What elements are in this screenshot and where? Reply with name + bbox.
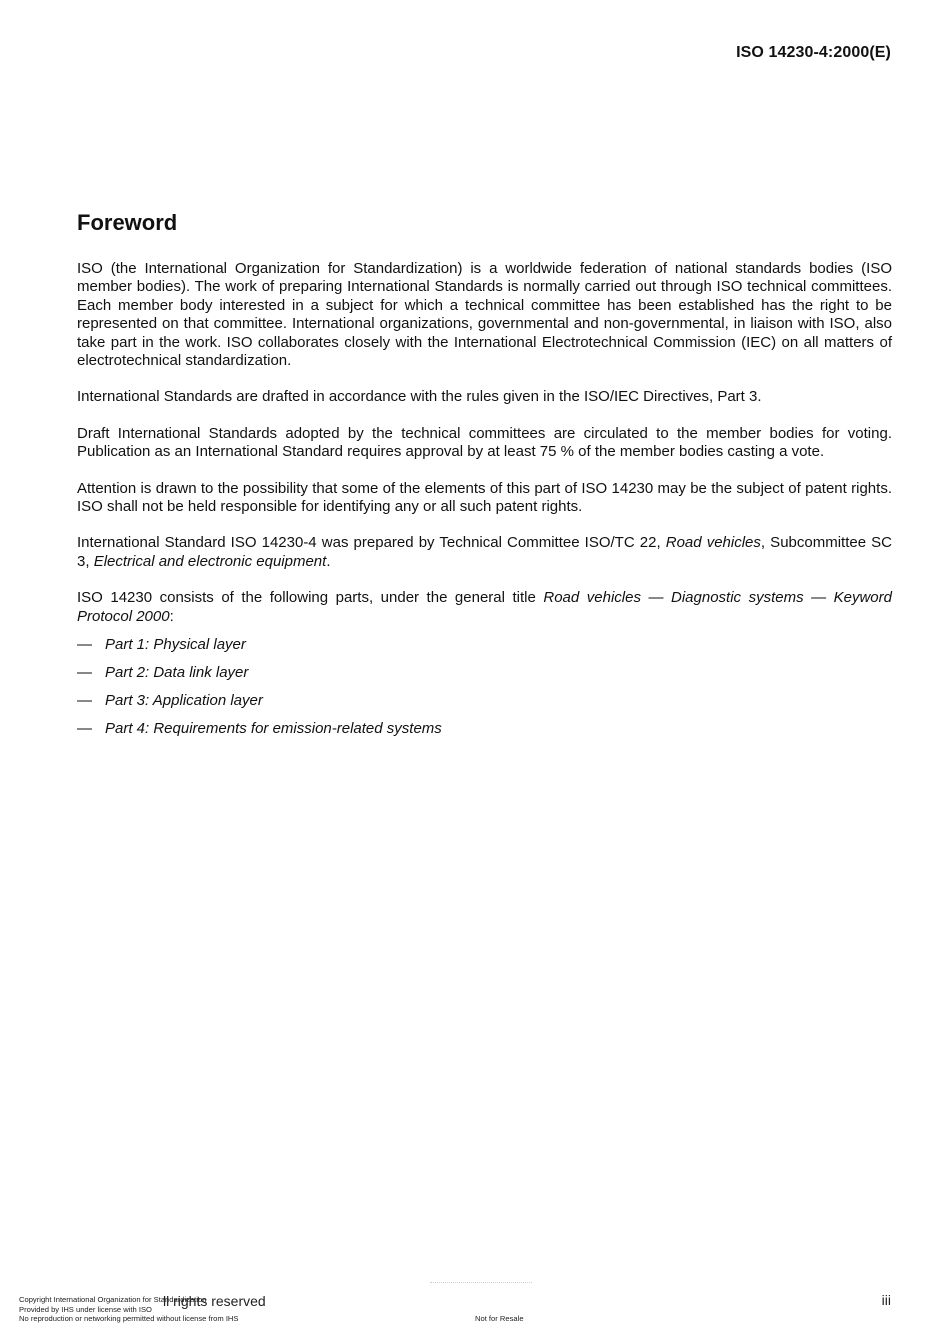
- list-item-label: Part 3: Application layer: [105, 692, 263, 710]
- prepared-by-text: International Standard ISO 14230-4 was prepared by Technical Committee ISO/TC 22,: [77, 534, 666, 552]
- list-item: [77, 692, 892, 710]
- paragraph-patent: Attention is drawn to the possibility that some of the elements of this part of ISO 14230 may be the subject of patent rights. ISO shall not be held responsible for identifying any or all such patent rights.: [77, 479, 892, 516]
- list-dash: —: [77, 636, 92, 654]
- foreword-section: [77, 209, 892, 748]
- list-dash: —: [77, 692, 92, 710]
- list-item-label: Part 2: Data link layer: [105, 664, 249, 682]
- electrical-equipment-title: Electrical and electronic equipment: [93, 552, 327, 570]
- faint-watermark-line: [430, 1282, 532, 1286]
- copyright-line: Copyright International Organization for Standardization: [19, 1295, 207, 1304]
- not-for-resale-text: Not for Resale: [475, 1314, 524, 1323]
- prepared-by-period: .: [326, 552, 331, 570]
- subcommittee-text: , Subcommittee SC 3,: [77, 534, 893, 570]
- page-number: iii: [881, 1292, 891, 1308]
- parts-intro-colon: :: [169, 607, 174, 625]
- road-vehicles-title: Road vehicles: [665, 534, 761, 552]
- list-dash: —: [77, 720, 92, 738]
- general-title: Road vehicles — Diagnostic systems — Keyword Protocol 2000: [77, 589, 892, 625]
- copyright-line: No reproduction or networking permitted without license from IHS: [19, 1314, 239, 1324]
- paragraph-parts-intro: [77, 589, 892, 626]
- parts-list: [77, 636, 892, 738]
- list-item: [77, 664, 892, 682]
- page-title: Foreword: [77, 210, 178, 235]
- paragraph-prepared-by: [77, 534, 892, 571]
- list-item: [77, 636, 892, 654]
- document-code-header: ISO 14230-4:2000(E): [736, 44, 891, 61]
- copyright-line: Provided by IHS under license with ISO: [19, 1304, 152, 1314]
- paragraph-directives: International Standards are drafted in accordance with the rules given in the ISO/IEC Directives, Part 3.: [77, 388, 762, 406]
- list-dash: —: [77, 664, 92, 682]
- list-item: [77, 720, 892, 738]
- list-item-label: Part 4: Requirements for emission-related systems: [105, 720, 442, 738]
- list-item-label: Part 1: Physical layer: [105, 636, 246, 654]
- paragraph-voting: Draft International Standards adopted by the technical committees are circulated to the member bodies for voting. Publication as an International Standard requires approval by at least 75 % of the member bodies casting a vote.: [77, 424, 892, 461]
- paragraph-iso-intro: ISO (the International Organization for Standardization) is a worldwide federation of national standards bodies (ISO member bodies). The work of preparing International Standards is normally carried out through ISO technical committees. Each member body interested in a subject for which a technical committee has been established has the right to be represented on that committee. International organizations, governmental and non-governmental, in liaison with ISO, also take part in the work. ISO collaborates closely with the International Electrotechnical Commission (IEC) on all matters of electrotechnical standardization.: [77, 260, 892, 370]
- rights-reserved-text: ll rights reserved: [163, 1293, 266, 1309]
- parts-intro-text: ISO 14230 consists of the following parts, under the general title: [77, 589, 544, 607]
